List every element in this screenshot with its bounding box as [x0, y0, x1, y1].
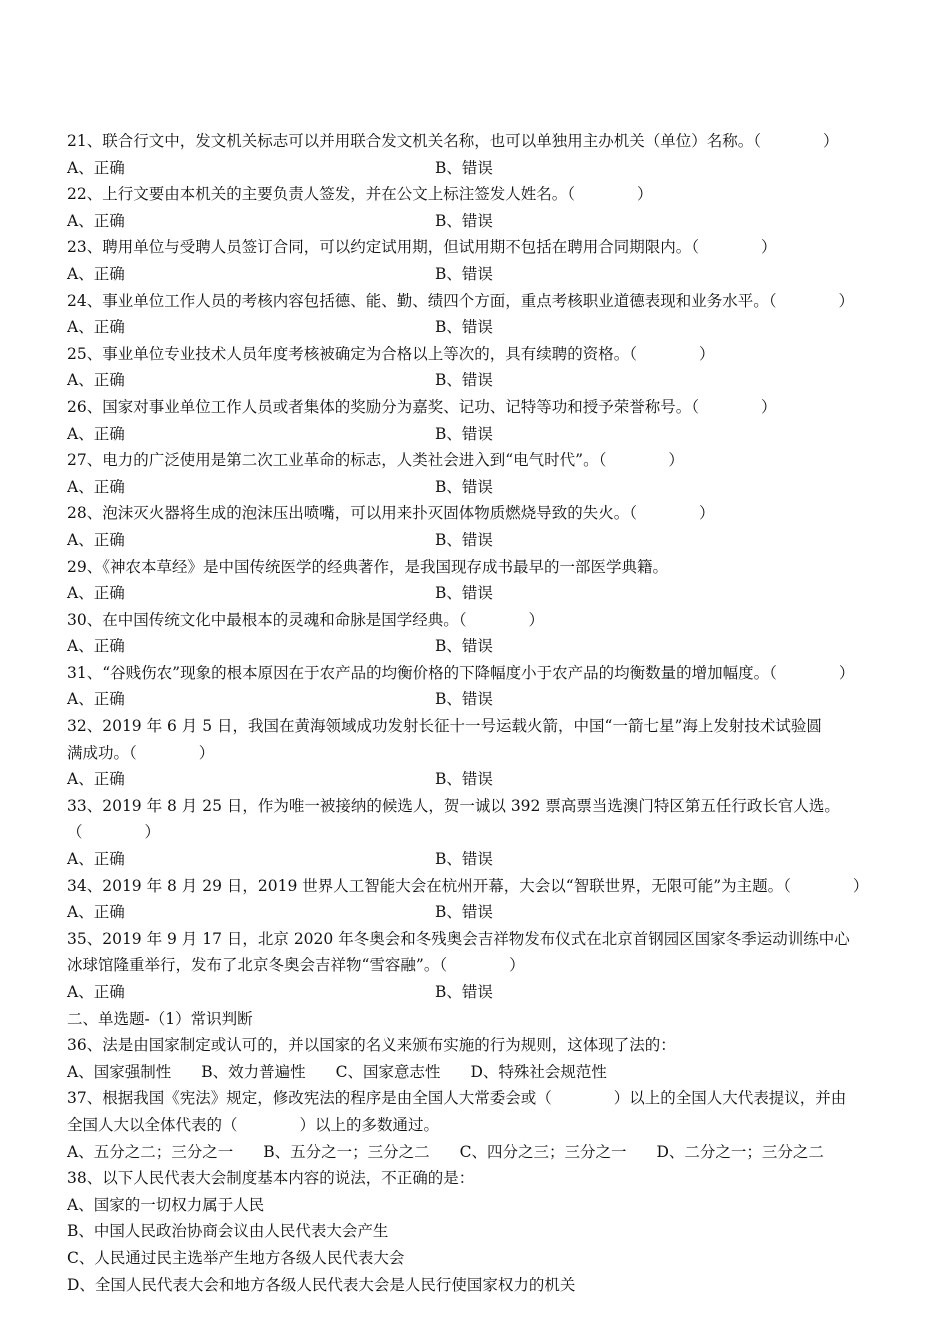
options-row	[67, 846, 885, 873]
options-row	[67, 261, 885, 288]
option-a: A、国家的一切权力属于人民	[67, 1195, 265, 1214]
option-c: C、人民通过民主选举产生地方各级人民代表大会	[67, 1248, 405, 1267]
question-text: 29、《神农本草经》是中国传统医学的经典著作，是我国现存成书最早的一部医学典籍。	[67, 557, 668, 576]
option-b: B、错误	[435, 264, 493, 283]
options-row	[67, 421, 885, 448]
question-29	[67, 554, 885, 607]
question-text: 36、法是由国家制定或认可的，并以国家的名义来颁布实施的行为规则，这体现了法的：	[67, 1036, 676, 1055]
option-a: A、五分之二；三分之一	[67, 1142, 234, 1161]
question-35	[67, 926, 885, 1006]
option-b: B、错误	[435, 424, 493, 443]
question-32	[67, 713, 885, 793]
option-a: A、正确	[67, 264, 125, 283]
option-a: A、正确	[67, 983, 125, 1001]
question-text-line-1: 37、根据我国《宪法》规定，修改宪法的程序是由全国人大常委会或（ ）以上的全国人大代表提议，并由	[67, 1089, 847, 1108]
option-a: A、正确	[67, 371, 125, 390]
option-a: A、正确	[67, 770, 125, 789]
question-33	[67, 793, 885, 873]
option-b: B、错误	[435, 584, 493, 603]
option-b: B、错误	[435, 690, 493, 709]
options-row	[67, 208, 885, 235]
option-d: D、特殊社会规范性	[470, 1062, 607, 1081]
option-a: A、正确	[67, 584, 125, 603]
options-row	[67, 766, 885, 793]
question-text: 22、上行文要由本机关的主要负责人签发，并在公文上标注签发人姓名。（ ）	[67, 185, 653, 204]
question-text-line-2: （ ）	[67, 823, 161, 842]
option-d: D、全国人民代表大会和地方各级人民代表大会是人民行使国家权力的机关	[67, 1275, 576, 1294]
options-row	[67, 367, 885, 394]
option-b: B、效力普遍性	[201, 1062, 306, 1081]
options-row	[67, 1139, 885, 1166]
options-row	[67, 633, 885, 660]
question-text-line-1: 32、2019 年 6 月 5 日，我国在黄海领域成功发射长征十一号运载火箭，中国“一箭七星”海上发射技术试验圆	[67, 717, 822, 736]
question-25	[67, 341, 885, 394]
question-22	[67, 181, 885, 234]
question-26	[67, 394, 885, 447]
question-31	[67, 660, 885, 713]
option-b: B、五分之一；三分之二	[263, 1142, 430, 1161]
options-row	[67, 314, 885, 341]
question-text: 30、在中国传统文化中最根本的灵魂和命脉是国学经典。（ ）	[67, 610, 544, 629]
question-text: 31、“谷贱伤农”现象的根本原因在于农产品的均衡价格的下降幅度小于农产品的均衡数量的增加幅度。（ ）	[67, 663, 855, 682]
question-24	[67, 288, 885, 341]
option-c: C、国家意志性	[335, 1062, 441, 1081]
option-b: B、错误	[435, 983, 493, 1001]
question-38	[67, 1165, 885, 1298]
question-text: 26、国家对事业单位工作人员或者集体的奖励分为嘉奖、记功、记特等功和授予荣誉称号。（ ）	[67, 397, 777, 416]
option-b: B、错误	[435, 477, 493, 496]
option-b: B、错误	[435, 371, 493, 390]
option-a: A、正确	[67, 158, 125, 177]
question-28	[67, 500, 885, 553]
question-34	[67, 873, 885, 926]
option-a: A、正确	[67, 637, 125, 656]
question-text-line-2: 满成功。（ ）	[67, 743, 215, 762]
option-d: D、二分之一；三分之二	[656, 1142, 824, 1161]
question-text: 23、聘用单位与受聘人员签订合同，可以约定试用期，但试用期不包括在聘用合同期限内。（ ）	[67, 238, 777, 257]
option-b: B、错误	[435, 211, 493, 230]
question-text-line-2: 全国人大以全体代表的（ ）以上的多数通过。	[67, 1115, 440, 1134]
question-23	[67, 234, 885, 287]
options-row	[67, 155, 885, 182]
options-row	[67, 474, 885, 501]
question-text-line-1: 35、2019 年 9 月 17 日，北京 2020 年冬奥会和冬残奥会吉祥物发布仪式在北京首钢园区国家冬季运动训练中心	[67, 929, 850, 948]
option-a: A、正确	[67, 211, 125, 230]
question-text-line-2: 冰球馆隆重举行，发布了北京冬奥会吉祥物“雪容融”。（ ）	[67, 956, 525, 975]
option-a: A、正确	[67, 690, 125, 709]
question-text: 27、电力的广泛使用是第二次工业革命的标志，人类社会进入到“电气时代”。（ ）	[67, 451, 684, 470]
option-b: B、中国人民政治协商会议由人民代表大会产生	[67, 1222, 389, 1241]
question-text: 38、以下人民代表大会制度基本内容的说法，不正确的是：	[67, 1169, 475, 1188]
question-36	[67, 1032, 885, 1085]
option-a: A、正确	[67, 850, 125, 869]
question-text: 34、2019 年 8 月 29 日，2019 世界人工智能大会在杭州开幕，大会以“智联世界，无限可能”为主题。（ ）	[67, 876, 869, 895]
question-text: 25、事业单位专业技术人员年度考核被确定为合格以上等次的，具有续聘的资格。（ ）	[67, 344, 715, 363]
option-b: B、错误	[435, 530, 493, 549]
option-b: B、错误	[435, 318, 493, 337]
option-a: A、正确	[67, 424, 125, 443]
option-a: A、正确	[67, 318, 125, 337]
option-a: A、正确	[67, 477, 125, 496]
question-30	[67, 607, 885, 660]
option-a: A、正确	[67, 530, 125, 549]
document-page	[67, 128, 885, 1298]
option-c: C、四分之三；三分之一	[459, 1142, 627, 1161]
question-37	[67, 1085, 885, 1165]
option-b: B、错误	[435, 637, 493, 656]
option-b: B、错误	[435, 850, 493, 869]
question-text-line-1: 33、2019 年 8 月 25 日，作为唯一被接纳的候选人，贺一诚以 392 票高票当选澳门特区第五任行政长官人选。	[67, 796, 840, 815]
section-title: 二、单选题-（1）常识判断	[67, 1009, 253, 1028]
options-row	[67, 686, 885, 713]
question-text: 28、泡沫灭火器将生成的泡沫压出喷嘴，可以用来扑灭固体物质燃烧导致的失火。（ ）	[67, 504, 715, 523]
question-text: 21、联合行文中，发文机关标志可以并用联合发文机关名称，也可以单独用主办机关（单位）名称。（ ）	[67, 132, 839, 150]
option-a: A、正确	[67, 903, 125, 922]
options-row	[67, 979, 885, 1006]
options-row	[67, 899, 885, 926]
option-a: A、国家强制性	[67, 1062, 172, 1081]
options-row	[67, 580, 885, 607]
option-b: B、错误	[435, 158, 493, 177]
options-row	[67, 527, 885, 554]
question-21	[67, 128, 885, 181]
question-text: 24、事业单位工作人员的考核内容包括德、能、勤、绩四个方面，重点考核职业道德表现和业务水平。（ ）	[67, 291, 854, 310]
options-row	[67, 1059, 885, 1086]
option-b: B、错误	[435, 903, 493, 922]
option-b: B、错误	[435, 770, 493, 789]
question-27	[67, 447, 885, 500]
